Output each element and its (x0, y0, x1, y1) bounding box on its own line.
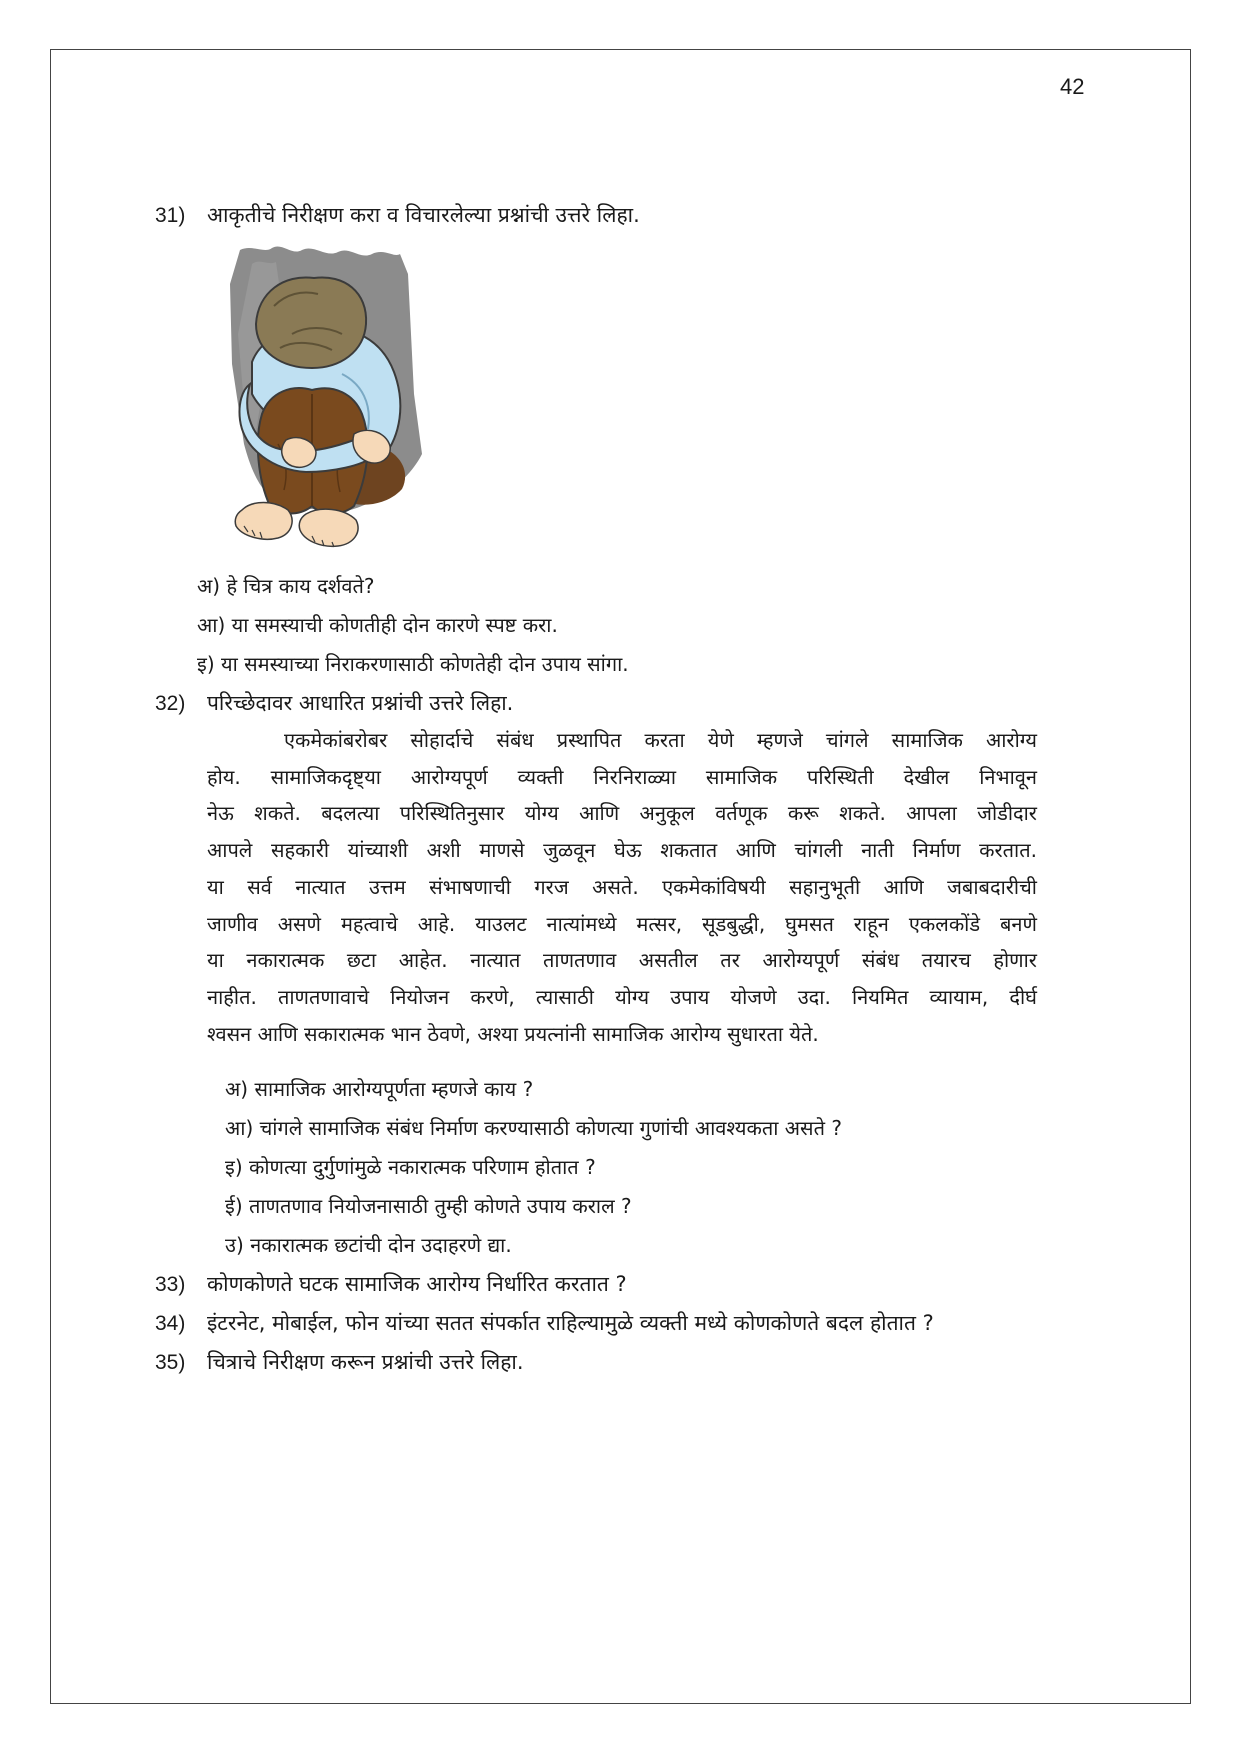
question-33 (155, 1269, 627, 1300)
question-34 (155, 1308, 934, 1339)
question-35 (155, 1347, 524, 1378)
paragraph-line: एकमेकांबरोबर सोहार्दाचे संबंध प्रस्थापित करता येणे म्हणजे चांगले सामाजिक आरोग्य (284, 728, 1037, 752)
paragraph-line: जाणीव असणे महत्वाचे आहे. याउलट नात्यांमध्ये मत्सर, सूडबुद्धी, घुमसत राहून एकलकोंडे बनणे (207, 911, 1037, 936)
question-31 (155, 200, 640, 231)
q32-sub-i: इ) कोणत्या दुर्गुणांमुळे नकारात्मक परिणाम होतात ? (225, 1155, 596, 1179)
q32-sub-aa: आ) चांगले सामाजिक संबंध निर्माण करण्यासाठी कोणत्या गुणांची आवश्यकता असते ? (225, 1116, 842, 1140)
question-number: 33) (155, 1273, 186, 1296)
q31-sub-a: अ) हे चित्र काय दर्शवते? (197, 574, 375, 598)
q31-sub-aa: आ) या समस्याची कोणतीही दोन कारणे स्पष्ट करा. (197, 613, 558, 637)
page-number: 42 (1060, 74, 1085, 99)
q32-sub-u: उ) नकारात्मक छटांची दोन उदाहरणे द्या. (225, 1233, 512, 1257)
q32-sub-a: अ) सामाजिक आरोग्यपूर्णता म्हणजे काय ? (225, 1077, 534, 1101)
question-text: चित्राचे निरीक्षण करून प्रश्नांची उत्तरे लिहा. (207, 1350, 524, 1374)
q31-sub-i: इ) या समस्याच्या निराकरणासाठी कोणतेही दोन उपाय सांगा. (197, 652, 629, 676)
question-text: कोणकोणते घटक सामाजिक आरोग्य निर्धारित करतात ? (207, 1272, 627, 1296)
question-number: 32) (155, 692, 186, 715)
passage-paragraph (207, 722, 1037, 1052)
paragraph-line: या नकारात्मक छटा आहेत. नात्यात ताणतणाव असतील तर आरोग्यपूर्ण संबंध तयारच होणार (207, 948, 1037, 973)
question-32 (155, 688, 513, 719)
paragraph-line: नेऊ शकते. बदलत्या परिस्थितिनुसार योग्य आणि अनुकूल वर्तणूक करू शकते. आपला जोडीदार (207, 801, 1037, 826)
paragraph-line: श्वसन आणि सकारात्मक भान ठेवणे, अश्या प्रयत्नांनी सामाजिक आरोग्य सुधारता येते. (207, 1021, 819, 1046)
sad-child-illustration (222, 244, 456, 569)
question-text: इंटरनेट, मोबाईल, फोन यांच्या सतत संपर्कात राहिल्यामुळे व्यक्ती मध्ये कोणकोणते बदल होतात ? (207, 1311, 934, 1335)
question-number: 35) (155, 1351, 186, 1374)
paragraph-line: या सर्व नात्यात उत्तम संभाषणाची गरज असते. एकमेकांविषयी सहानुभूती आणि जबाबदारीची (207, 874, 1037, 899)
paragraph-line: नाहीत. ताणतणावाचे नियोजन करणे, त्यासाठी योग्य उपाय योजणे उदा. नियमित व्यायाम, दीर्घ (207, 984, 1037, 1009)
question-number: 31) (155, 204, 186, 227)
question-text: परिच्छेदावर आधारित प्रश्नांची उत्तरे लिहा. (207, 691, 514, 715)
q32-sub-ii: ई) ताणतणाव नियोजनासाठी तुम्ही कोणते उपाय कराल ? (225, 1194, 632, 1218)
question-text: आकृतीचे निरीक्षण करा व विचारलेल्या प्रश्नांची उत्तरे लिहा. (207, 203, 640, 227)
question-number: 34) (155, 1312, 186, 1335)
paragraph-line: होय. सामाजिकदृष्ट्या आरोग्यपूर्ण व्यक्ती निरनिराळ्या सामाजिक परिस्थिती देखील निभावून (207, 764, 1037, 789)
paragraph-line: आपले सहकारी यांच्याशी अशी माणसे जुळवून घेऊ शकतात आणि चांगली नाती निर्माण करतात. (207, 838, 1037, 863)
